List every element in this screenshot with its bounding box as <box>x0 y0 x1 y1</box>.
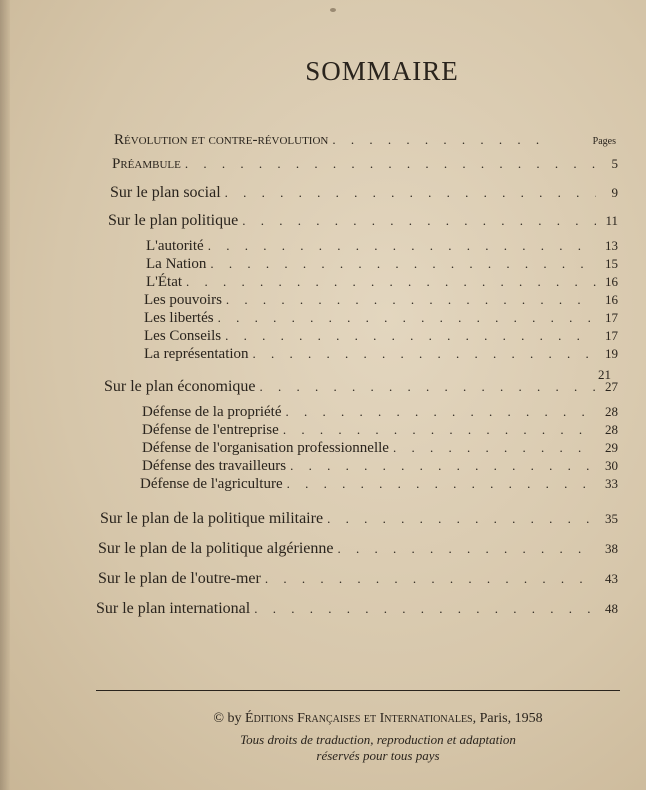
dot-leader <box>265 571 596 587</box>
toc-entry-page: 38 <box>605 541 618 556</box>
toc-entry-page: 5 <box>611 156 618 171</box>
toc-entry-label: Défense des travailleurs <box>142 458 287 474</box>
toc-entry <box>146 238 618 258</box>
toc-entry <box>144 292 618 312</box>
toc-entry-label: Défense de l'entreprise <box>142 422 279 438</box>
rights-line-2: réservés pour tous pays <box>316 748 440 763</box>
toc-entry <box>144 310 618 330</box>
toc-entry <box>146 274 618 294</box>
toc-entry-page: 28 <box>605 404 618 419</box>
toc-entry <box>100 510 618 530</box>
toc-entry-page: 33 <box>605 476 618 491</box>
toc-entry-page: 48 <box>605 601 618 616</box>
dot-leader <box>210 256 596 272</box>
toc-entry-page: 35 <box>605 511 618 526</box>
dot-leader <box>186 274 596 290</box>
toc-entry <box>142 458 618 478</box>
dot-leader <box>208 238 596 254</box>
toc-entry-label: Préambule <box>112 156 181 172</box>
toc-entry <box>108 212 618 232</box>
toc-entry-page: 43 <box>605 571 618 586</box>
dot-leader <box>327 511 596 527</box>
toc-entry-label: Sur le plan de la politique militaire <box>100 510 324 527</box>
dot-leader <box>253 346 596 362</box>
toc-entry-page: 16 <box>605 274 618 289</box>
dot-leader <box>218 310 596 326</box>
dot-leader <box>287 476 596 492</box>
toc-entry-page: 29 <box>605 440 618 455</box>
dot-leader <box>226 292 596 308</box>
toc-entry <box>98 570 618 590</box>
toc-entry-page: 27 <box>605 379 618 394</box>
toc-entry-label: Défense de la propriété <box>142 404 282 420</box>
toc-entry <box>112 156 618 176</box>
toc-entry-label: Révolution et contre-révolution <box>114 132 329 148</box>
dot-leader <box>290 458 596 474</box>
dot-leader <box>254 601 596 617</box>
toc-entry-page: 16 <box>605 292 618 307</box>
toc-entry <box>96 600 618 620</box>
toc-orphan-page: 21 <box>598 367 611 382</box>
toc-entry-label: La représentation <box>144 346 249 362</box>
toc-entry-label: Sur le plan international <box>96 600 251 617</box>
dot-leader <box>332 132 540 148</box>
toc-entry-page: 13 <box>605 238 618 253</box>
toc-entry-label: Sur le plan politique <box>108 212 239 229</box>
toc-entry <box>142 440 618 460</box>
toc-entry <box>146 256 618 276</box>
toc-entry-page: 17 <box>605 328 618 343</box>
toc-entry <box>110 184 618 204</box>
toc-entry <box>98 540 618 560</box>
pages-column-label: Pages <box>592 136 616 147</box>
dot-leader <box>283 422 596 438</box>
toc-entry-page: 9 <box>611 185 618 200</box>
copyright-prefix: © by <box>213 711 242 726</box>
dot-leader <box>337 541 596 557</box>
page-binding-shadow <box>0 0 10 790</box>
dot-leader <box>225 328 596 344</box>
toc-entry-label: Les pouvoirs <box>144 292 222 308</box>
toc-entry <box>114 132 544 152</box>
toc-entry-page: 19 <box>605 346 618 361</box>
dot-leader <box>286 404 596 420</box>
toc-entry-label: Sur le plan de l'outre-mer <box>98 570 261 587</box>
toc-entry-label: Défense de l'agriculture <box>140 476 283 492</box>
toc-entry-label: Les Conseils <box>144 328 222 344</box>
dot-leader <box>260 379 596 395</box>
toc-entry-label: La Nation <box>146 256 207 272</box>
dot-leader <box>242 213 596 229</box>
toc-entry-label: Les libertés <box>144 310 214 326</box>
toc-entry-page: 30 <box>605 458 618 473</box>
footer-rule <box>96 690 620 691</box>
place-year: , Paris, 1958 <box>472 711 543 726</box>
toc-entry <box>140 476 618 496</box>
toc-entry-label: Défense de l'organisation professionnelle <box>142 440 389 456</box>
rights-line-1: Tous droits de traduction, reproduction et adaptation <box>240 732 516 747</box>
toc-entry <box>142 422 618 442</box>
page-title: SOMMAIRE <box>305 56 459 86</box>
copyright-line <box>96 711 620 727</box>
toc-entry <box>144 328 618 348</box>
toc-entry <box>104 378 618 398</box>
print-mark <box>330 8 336 12</box>
dot-leader <box>393 440 596 456</box>
toc-entry-page: 11 <box>605 213 618 228</box>
toc-entry-page: 15 <box>605 256 618 271</box>
toc-entry-label: Sur le plan économique <box>104 378 256 395</box>
toc-entry-label: L'État <box>146 274 183 290</box>
toc-entry-label: Sur le plan de la politique algérienne <box>98 540 334 557</box>
publisher-name: Éditions Françaises et Internationales <box>245 711 473 726</box>
toc-entry-label: L'autorité <box>146 238 204 254</box>
dot-leader <box>225 185 596 201</box>
toc-entry-label: Sur le plan social <box>110 184 221 201</box>
toc-entry <box>144 346 618 366</box>
dot-leader <box>185 156 596 172</box>
toc-entry-page: 28 <box>605 422 618 437</box>
toc-entry <box>142 404 618 424</box>
toc-entry-page: 17 <box>605 310 618 325</box>
